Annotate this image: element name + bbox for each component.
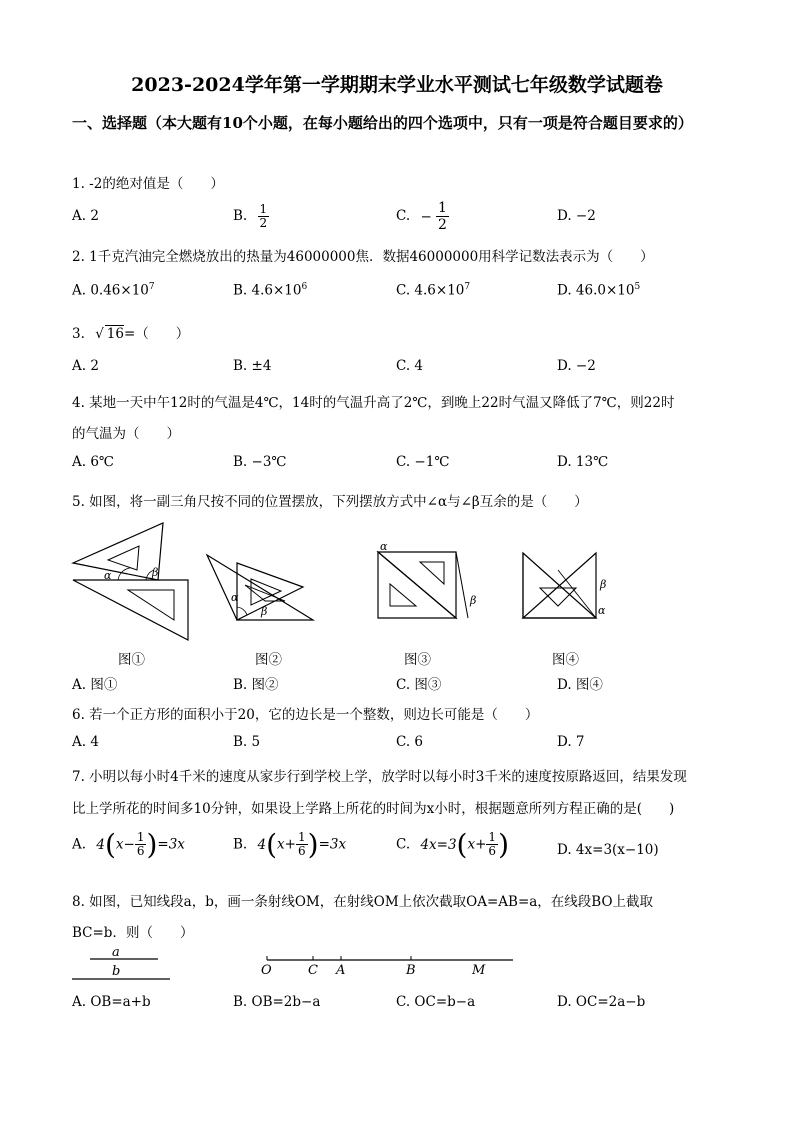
figure-caption-3: 图③	[404, 652, 431, 668]
q1-option-c: C. − $\frac{1}{2}$	[396, 200, 447, 233]
alpha-label: α	[231, 591, 239, 604]
q4-option-d: D. 13℃	[557, 454, 609, 470]
q8-option-d: D. OC=2a−b	[557, 994, 646, 1010]
q2-option-a: A. $0.46\times 10^7$	[72, 282, 155, 299]
alpha-label: α	[104, 569, 112, 582]
point-c-label: C	[308, 963, 318, 978]
q7-stem-line2: 比上学所花的时间多10分钟，如果设上学路上所花的时间为x小时，根据题意所列方程正确的是( )	[72, 801, 675, 817]
beta-label: β	[600, 578, 607, 591]
beta-label: β	[470, 594, 477, 607]
triangle-figure-4	[518, 548, 628, 623]
q4-stem-line1: 4. 某地一天中午12时的气温是4℃，14时的气温升高了2℃，到晚上22时气温又降低了7℃，则22时	[72, 395, 675, 411]
q2-stem: 2. 1千克汽油完全燃烧放出的热量为46000000焦．数据46000000用科学记数法表示为（ ）	[72, 249, 654, 265]
q4-option-a: A. 6℃	[72, 454, 115, 470]
q7-option-d: D. 4x=3(x−10)	[557, 842, 659, 858]
alpha-label: α	[380, 540, 388, 553]
q3-stem: 3. √ 16=（ ）	[72, 326, 190, 342]
q6-option-b: B. 5	[233, 734, 261, 750]
q8-option-a: A. OB=a+b	[72, 994, 151, 1010]
q8-stem-line1: 8. 如图，已知线段a，b，画一条射线OM，在射线OM上依次截取OA=AB=a，在线段BO上截取	[72, 894, 654, 910]
q8-option-c: C. OC=b−a	[396, 994, 476, 1010]
q7-option-c: C. 4x=3(x+ $\frac{1}{6}$ )	[396, 828, 509, 861]
q2-option-d: D. $46.0\times 10^5$	[557, 282, 641, 299]
q6-option-a: A. 4	[72, 734, 99, 750]
q4-option-b: B. −3℃	[233, 454, 287, 470]
q1-option-b: B. $\frac{1}{2}$	[233, 202, 268, 230]
segment-a-label: a	[112, 945, 120, 960]
q7-option-b: B. 4(x+ $\frac{1}{6}$ )=3x	[233, 828, 347, 861]
q7-stem-line1: 7. 小明以每小时4千米的速度从家步行到学校上学，放学时以每小时3千米的速度按原路返回，结果发现	[72, 769, 687, 785]
q2-option-b: B. $4.6\times 10^6$	[233, 282, 308, 299]
q5-stem: 5. 如图，将一副三角尺按不同的位置摆放，下列摆放方式中∠α与∠β互余的是（ ）	[72, 494, 588, 510]
triangle-figure-3	[372, 540, 492, 632]
q7-option-a: A. 4(x− $\frac{1}{6}$ )=3x	[72, 828, 185, 861]
q3-option-a: A. 2	[72, 358, 99, 374]
triangle-figure-1	[70, 518, 195, 648]
ray-om-figure	[255, 950, 520, 980]
q5-option-b: B. 图②	[233, 677, 279, 693]
alpha-label: α	[598, 604, 606, 617]
point-a-label: A	[336, 963, 346, 978]
q8-option-b: B. OB=2b−a	[233, 994, 321, 1010]
q4-option-c: C. −1℃	[396, 454, 450, 470]
q1-option-a: A. 2	[72, 208, 99, 224]
q3-option-b: B. ±4	[233, 358, 272, 374]
q6-option-d: D. 7	[557, 734, 585, 750]
q3-option-c: C. 4	[396, 358, 424, 374]
q1-stem: 1. -2的绝对值是（ ）	[72, 176, 224, 192]
segments-a-b-figure	[72, 942, 182, 984]
q8-stem-line2: BC=b．则（ ）	[72, 925, 194, 941]
figure-caption-1: 图①	[118, 652, 145, 668]
q2-option-c: C. $4.6\times 10^7$	[396, 282, 471, 299]
section-heading: 一、选择题（本大题有10个小题，在每小题给出的四个选项中，只有一项是符合题目要求的）	[72, 114, 693, 132]
q5-option-d: D. 图④	[557, 677, 603, 693]
page-title: 2023-2024学年第一学期期末学业水平测试七年级数学试题卷	[131, 74, 663, 96]
q6-stem: 6. 若一个正方形的面积小于20，它的边长是一个整数，则边长可能是（ ）	[72, 707, 539, 723]
point-m-label: M	[472, 963, 486, 978]
q4-stem-line2: 的气温为（ ）	[72, 426, 180, 442]
q6-option-c: C. 6	[396, 734, 424, 750]
beta-label: β	[261, 605, 268, 618]
figure-caption-4: 图④	[552, 652, 579, 668]
q5-option-c: C. 图③	[396, 677, 442, 693]
q3-option-d: D. −2	[557, 358, 596, 374]
point-o-label: O	[261, 963, 272, 978]
beta-label: β	[152, 566, 159, 579]
figure-caption-2: 图②	[255, 652, 282, 668]
q5-option-a: A. 图①	[72, 677, 118, 693]
segment-b-label: b	[112, 964, 121, 979]
q1-option-d: D. −2	[557, 208, 596, 224]
triangle-figure-2	[205, 545, 320, 625]
point-b-label: B	[406, 963, 416, 978]
